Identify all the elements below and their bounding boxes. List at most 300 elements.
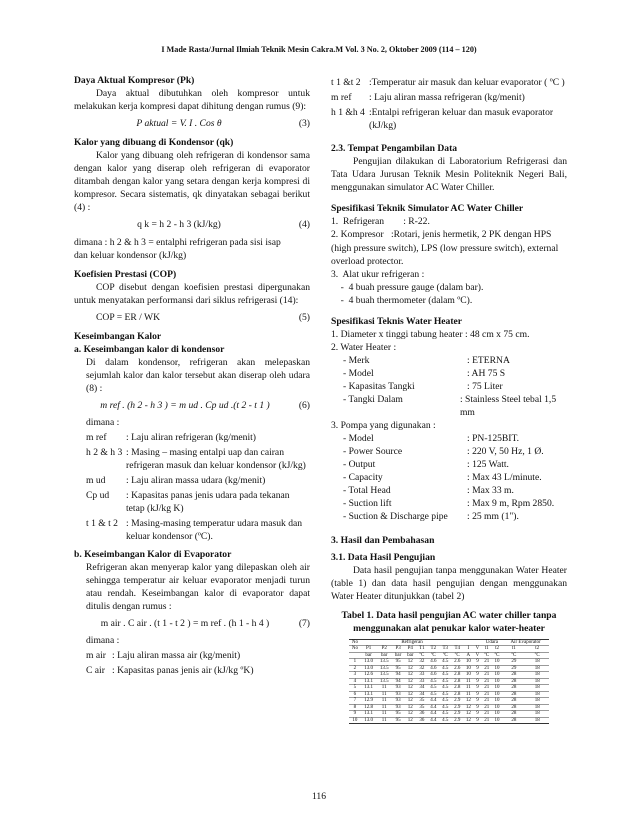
table-cell: 95	[392, 711, 404, 718]
table-cell: 28	[502, 678, 525, 685]
spec-label: - Tangki Dalam	[343, 394, 403, 406]
table-cell: 21	[482, 691, 492, 698]
table-cell: 11	[376, 698, 392, 705]
subsection-b-text: Refrigeran akan menyerap kalor yang dilepaskan oleh air sehingga temperatur air keluar evaporator menjadi turun atau rendah. Keseimbangan kalor di evaporator dapat ditulis dengan rumus :	[86, 561, 310, 612]
section-2-3-title: 2.3. Tempat Pengambilan Data	[331, 143, 458, 155]
table-cell: 10	[492, 711, 502, 718]
table-unit-cell: bar	[404, 652, 416, 659]
table-cell: 12	[404, 672, 416, 679]
definition-term: h 2 & h 3	[86, 447, 123, 459]
table-cell: 21	[482, 672, 492, 679]
definition-list	[331, 76, 567, 132]
table-cell: 21	[482, 717, 492, 724]
table-cell: 4.6	[427, 665, 439, 672]
table-cell: 10	[492, 691, 502, 698]
table-cell: 10	[492, 698, 502, 705]
table-cell: 12	[463, 704, 473, 711]
table-cell: 28	[502, 698, 525, 705]
definition-row	[86, 517, 310, 543]
definition-row	[86, 649, 310, 662]
table-group-header: Udara	[482, 639, 503, 646]
table-cell: 18	[526, 685, 550, 692]
table-row	[349, 717, 549, 724]
table-cell: 21	[482, 704, 492, 711]
table-unit-cell: ºC	[427, 652, 439, 659]
table-cell: 9	[473, 698, 481, 705]
table-cell: 10	[492, 717, 502, 724]
table-cell: 11	[463, 691, 473, 698]
kalor-text: Kalor yang dibuang oleh refrigeran di kondensor sama dengan kalor yang diserap oleh refrigeran di evaporator ditambah dengan kalor yang setara dengan kerja kompresi di kompresor. Secara sistematis, qk dinyatakan sebagai berikut (4) :	[74, 150, 310, 214]
table-cell: 4.4	[427, 711, 439, 718]
table-cell: 12	[463, 717, 473, 724]
table-group-header: Refrigeran	[361, 639, 463, 646]
table-cell: 10	[492, 665, 502, 672]
table-cell: 9	[473, 704, 481, 711]
table-cell: 10	[492, 659, 502, 666]
spec-value: : Max 43 L/minute.	[467, 472, 542, 484]
table-cell: 18	[526, 678, 550, 685]
spec-label: - Merk	[343, 354, 370, 366]
cop-text: COP disebut dengan koefisien prestasi dipergunakan untuk menyatakan performansi dari siklus refrigerasi (14):	[74, 281, 310, 306]
table-column-header: t1	[482, 646, 492, 653]
table-cell: 12	[404, 711, 416, 718]
table-cell: 10	[492, 704, 502, 711]
table-cell: 36	[416, 711, 427, 718]
table-cell: 4.5	[427, 685, 439, 692]
table-cell: 33	[416, 672, 427, 679]
equation-3	[74, 117, 310, 130]
table-cell: 9	[349, 711, 361, 718]
definition-text: : Laju aliran massa air (kg/menit)	[112, 649, 241, 661]
kalor-dimana-2: dan keluar kondensor (kJ/kg)	[74, 249, 187, 261]
equation-number: (4)	[298, 219, 310, 231]
table-cell: 13.0	[361, 717, 377, 724]
definition-text: : Laju aliran refrigeran (kg/menit)	[126, 432, 256, 444]
spec-value: : ETERNA	[467, 354, 510, 366]
table-cell: 10	[463, 672, 473, 679]
definition-term: Cp ud	[86, 490, 110, 502]
table-cell: 18	[526, 659, 550, 666]
section-2-3-text: Pengujian dilakukan di Laboratorium Refrigerasi dan Tata Udara Jurusan Teknik Mesin Politeknik Negeri Bali, menggunakan simulator AC Water Chiller.	[331, 156, 567, 194]
table-cell: 18	[526, 665, 550, 672]
spec-item: - 4 buah pressure gauge (dalam bar).	[331, 281, 484, 293]
table-cell: 4.5	[439, 678, 451, 685]
table-cell: 13.0	[361, 665, 377, 672]
table-cell: 12.8	[361, 704, 377, 711]
table-cell: 10	[492, 678, 502, 685]
equation-text: COP = ER / WK	[96, 311, 161, 323]
table-cell: 12.9	[361, 698, 377, 705]
definition-text: : Masing-masing temperatur udara masuk dan keluar kondensor (ºC).	[126, 518, 303, 543]
table-cell: 36	[416, 717, 427, 724]
table-cell: 2.8	[451, 685, 463, 692]
table-cell: 4.5	[439, 698, 451, 705]
spec-value: : Max 33 m.	[467, 485, 514, 497]
spec-label: - Model	[343, 367, 374, 379]
definition-text: : Kapasitas panas jenis air (kJ/kg ºK)	[112, 664, 254, 676]
table-cell: 4.6	[427, 659, 439, 666]
spec-item	[343, 510, 567, 523]
table-cell: 35	[416, 698, 427, 705]
table-cell: 2.6	[451, 665, 463, 672]
spec-item	[343, 380, 567, 393]
table-cell: 2.8	[451, 672, 463, 679]
table-unit-cell: ºC	[416, 652, 427, 659]
definition-term: m air	[86, 649, 106, 661]
table-cell: 10	[349, 717, 361, 724]
definition-text: : Laju aliran massa udara (kg/menit)	[126, 475, 266, 487]
table-cell: 34	[416, 691, 427, 698]
table-unit-cell: bar	[361, 652, 377, 659]
table-cell: 12.6	[361, 672, 377, 679]
table-column-header: T3	[439, 646, 451, 653]
table-cell: 9	[473, 685, 481, 692]
spec-value: : Max 9 m, Rpm 2850.	[467, 498, 555, 510]
table-cell: 12	[404, 704, 416, 711]
table-cell: 9	[473, 691, 481, 698]
table-cell: 12	[404, 659, 416, 666]
equation-text: m air . C air . (t 1 - t 2 ) = m ref . (h 1 - h 4 )	[100, 617, 270, 629]
definition-row	[331, 76, 567, 89]
table-cell: 18	[526, 704, 550, 711]
kalor-title: Kalor yang dibuang di Kondensor (qk)	[74, 137, 234, 149]
table-cell: 28	[502, 711, 525, 718]
equation-4	[74, 218, 310, 231]
table-unit-cell: bar	[392, 652, 404, 659]
table-cell: 4.5	[439, 659, 451, 666]
table-cell: 28	[502, 685, 525, 692]
definition-text: : Kapasitas panas jenis udara pada tekanan tetap (kJ/kg K)	[126, 490, 290, 515]
table-cell: 7	[349, 698, 361, 705]
table-cell: 13.1	[361, 678, 377, 685]
table-cell: 28	[502, 704, 525, 711]
table-unit-cell: ºC	[526, 652, 550, 659]
definition-list	[74, 649, 310, 677]
table-cell: 2.6	[451, 659, 463, 666]
daya-text: Daya aktual dibutuhkan oleh kompresor untuk melakukan kerja kompresi dapat dihitung dengan rumus (9):	[74, 88, 310, 113]
definition-term: h 1 &h 4	[331, 107, 365, 119]
dimana-label: dimana :	[86, 634, 120, 646]
table-cell: 21	[482, 665, 492, 672]
table-cell: 18	[526, 717, 550, 724]
equation-number: (5)	[298, 311, 310, 323]
equation-7	[74, 617, 310, 630]
definition-row	[331, 91, 567, 104]
right-column	[331, 74, 567, 724]
left-column	[74, 74, 310, 679]
spec-item: - 4 buah thermometer (dalam ºC).	[331, 294, 473, 306]
table-column-header: P3	[392, 646, 404, 653]
spec-item	[343, 367, 567, 380]
table-cell: 11	[376, 711, 392, 718]
table-cell: 9	[473, 711, 481, 718]
table-cell: 3	[349, 672, 361, 679]
table-cell: 13.1	[361, 685, 377, 692]
table-cell: 11	[376, 685, 392, 692]
table-cell: 93	[392, 698, 404, 705]
table-cell: 94	[392, 678, 404, 685]
spec-item: 3. Alat ukur refrigeran :	[331, 268, 425, 280]
table-cell: 13.0	[361, 659, 377, 666]
table-cell: 12	[404, 665, 416, 672]
spec-item	[343, 497, 567, 510]
table-cell: 4.4	[427, 704, 439, 711]
keseimbangan-title: Keseimbangan Kalor	[74, 330, 162, 342]
table-unit-cell: V	[473, 652, 481, 659]
table-unit-cell: ºC	[439, 652, 451, 659]
table-cell: 4.5	[427, 678, 439, 685]
table-cell: 32	[416, 659, 427, 666]
spec-wh-title: Spesifikasi Teknis Water Heater	[331, 315, 463, 327]
table-column-header: T1	[416, 646, 427, 653]
table-cell: 11	[376, 717, 392, 724]
table-cell: 6	[349, 691, 361, 698]
table-cell: 4.4	[427, 698, 439, 705]
table-cell: 10	[463, 659, 473, 666]
spec-ac-list	[331, 215, 567, 306]
table-cell: 94	[392, 672, 404, 679]
table-column-header: t2	[492, 646, 502, 653]
table-cell: 32	[416, 665, 427, 672]
table-column-header: No	[349, 646, 361, 653]
table-cell: 1	[349, 659, 361, 666]
table-cell: 35	[416, 704, 427, 711]
table-column-header: t1	[502, 646, 525, 653]
spec-value: : 220 V, 50 Hz, 1 Ø.	[467, 446, 544, 458]
table-cell: 4.5	[439, 717, 451, 724]
kalor-dimana: dimana : h 2 & h 3 = entalphi refrigeran pada sisi isap	[74, 236, 281, 248]
data-table	[349, 639, 549, 725]
table-cell: 9	[473, 717, 481, 724]
table-cell: 12	[404, 691, 416, 698]
table-cell: 12	[463, 711, 473, 718]
daya-title: Daya Aktual Kompresor (Pk)	[74, 75, 195, 86]
equation-number: (3)	[298, 118, 310, 130]
table-unit-cell: ºC	[492, 652, 502, 659]
definition-row	[86, 431, 310, 444]
equation-text: m ref . (h 2 - h 3 ) = m ud . Cp ud .(t 2 - t 1 )	[100, 400, 270, 412]
spec-item	[343, 458, 567, 471]
table-cell: 93	[392, 685, 404, 692]
definition-row	[86, 489, 310, 515]
table-cell: 12	[404, 678, 416, 685]
subsection-a-title: a. Keseimbangan kalor di kondensor	[74, 343, 225, 355]
definition-text: : Masing – masing entalpi uap dan cairan refrigeran masuk dan keluar kondensor (kJ/kg)	[126, 447, 306, 472]
table-cell: 4.5	[427, 691, 439, 698]
table-cell: 95	[392, 665, 404, 672]
table-cell: 5	[349, 685, 361, 692]
table-cell: 2.9	[451, 698, 463, 705]
table-cell: 13.1	[361, 691, 377, 698]
pump-spec-list	[331, 432, 567, 523]
equation-number: (7)	[298, 617, 310, 629]
definition-term: m ref	[86, 432, 107, 444]
table-cell: 33	[416, 678, 427, 685]
table-cell: 4.4	[427, 717, 439, 724]
table-column-header: I	[463, 646, 473, 653]
spec-wh-line-1: 1. Diameter x tinggi tabung heater : 48 cm x 75 cm.	[331, 328, 530, 340]
spec-value: : 25 mm (1").	[467, 511, 519, 523]
spec-value: : AH 75 S	[467, 367, 506, 379]
spec-item	[343, 484, 567, 497]
table-cell: 95	[392, 659, 404, 666]
table-unit-cell: ºC	[451, 652, 463, 659]
table-cell: 12	[463, 698, 473, 705]
table-cell: 11	[463, 685, 473, 692]
spec-label: - Output	[343, 459, 376, 471]
definition-term: m ud	[86, 475, 106, 487]
table-column-header: t2	[526, 646, 550, 653]
spec-label: - Kapasitas Tangki	[343, 380, 415, 392]
table-cell: 28	[502, 691, 525, 698]
table-column-header: T4	[451, 646, 463, 653]
dimana-label: dimana :	[86, 417, 120, 429]
table-caption: Tabel 1. Data hasil pengujian AC water chiller tanpa menggunakan alat penukar kalor water-heater	[341, 609, 557, 634]
spec-label: - Model	[343, 433, 374, 445]
definition-row	[86, 474, 310, 487]
table-cell: 21	[482, 659, 492, 666]
equation-text: q k = h 2 - h 3 (kJ/kg)	[137, 219, 221, 231]
table-cell: 21	[482, 711, 492, 718]
spec-label: - Power Source	[343, 446, 403, 458]
section-3-title: 3. Hasil dan Pembahasan	[331, 534, 435, 546]
table-cell: 4.5	[439, 672, 451, 679]
spec-item	[343, 432, 567, 445]
table-cell: 10	[492, 685, 502, 692]
table-cell: 11	[463, 678, 473, 685]
table-group-header: Air Evaporator	[502, 639, 549, 646]
table-cell: 13.5	[376, 678, 392, 685]
table-cell: 28	[502, 672, 525, 679]
definition-row	[86, 446, 310, 472]
table-cell: 28	[502, 717, 525, 724]
section-3-1-title: 3.1. Data Hasil Pengujian	[331, 551, 436, 563]
table-cell: 21	[482, 678, 492, 685]
cop-title: Koefisien Prestasi (COP)	[74, 268, 177, 280]
table-cell: 4.6	[427, 672, 439, 679]
spec-item: 1. Refrigeran : R-22.	[331, 216, 430, 228]
table-cell: 8	[349, 704, 361, 711]
spec-wh-line-2: 2. Water Heater :	[331, 341, 397, 353]
table-cell: 10	[463, 665, 473, 672]
table-cell: 9	[473, 665, 481, 672]
table-column-header: P1	[361, 646, 377, 653]
definition-term: m ref	[331, 92, 352, 104]
table-cell: 4.5	[439, 665, 451, 672]
spec-item	[343, 445, 567, 458]
definition-text: : Laju aliran massa refrigeran (kg/menit)	[369, 92, 525, 104]
table-cell: 18	[526, 691, 550, 698]
spec-item: 2. Kompresor :Rotari, jenis hermetik, 2 PK dengan HPS (high pressure switch), LPS (low pressure switch), external overload protector.	[331, 229, 561, 267]
spec-value: : 75 Liter	[467, 380, 503, 392]
equation-5	[74, 311, 310, 324]
subsection-b-title: b. Keseimbangan Kalor di Evaporator	[74, 548, 232, 560]
spec-value: : Stainless Steel tebal 1,5 mm	[459, 394, 557, 419]
table-column-header: P4	[404, 646, 416, 653]
table-cell: 9	[473, 678, 481, 685]
table-cell: 13.5	[376, 672, 392, 679]
definition-term: t 1 & t 2	[86, 518, 118, 530]
section-3-1-text: Data hasil pengujian tanpa menggunakan Water Heater (table 1) dan data hasil pengujian dengan menggunakan Water Heater ditunjukkan (tabel 2)	[331, 564, 567, 602]
table-cell: 11	[376, 691, 392, 698]
table-cell: 9	[473, 672, 481, 679]
table-unit-cell: ºC	[502, 652, 525, 659]
table-cell: 34	[416, 685, 427, 692]
definition-text: :Temperatur air masuk dan keluar evaporator ( ºC )	[369, 77, 565, 88]
table-cell: 4.5	[439, 685, 451, 692]
table-unit-cell: bar	[376, 652, 392, 659]
spec-label: - Total Head	[343, 485, 391, 497]
table-cell: 93	[392, 691, 404, 698]
equation-text: P aktual = V. I . Cos θ	[136, 118, 222, 130]
table-cell: 29	[502, 659, 525, 666]
spec-label: - Suction lift	[343, 498, 392, 510]
table-cell: 12	[404, 685, 416, 692]
table-cell: 12	[404, 717, 416, 724]
table-cell: 21	[482, 698, 492, 705]
table-cell: 29	[502, 665, 525, 672]
table-cell: 12	[404, 698, 416, 705]
table-unit-cell: ºC	[482, 652, 492, 659]
spec-wh-line-3: 3. Pompa yang digunakan :	[331, 420, 436, 432]
table-cell: 4	[349, 678, 361, 685]
subsection-a-text: Di dalam kondensor, refrigeran akan melepaskan sejumlah kalor dan kalor tersebut akan diserap oleh udara (8) :	[86, 356, 310, 394]
spec-item	[343, 393, 567, 419]
table-cell: 9	[473, 659, 481, 666]
table-cell: 95	[392, 717, 404, 724]
table-cell: 2.9	[451, 704, 463, 711]
equation-number: (6)	[298, 400, 310, 412]
table-unit-cell: A	[463, 652, 473, 659]
table-cell: 2.8	[451, 678, 463, 685]
table-cell: 18	[526, 711, 550, 718]
spec-label: - Suction & Discharge pipe	[343, 511, 448, 523]
spec-value: : 125 Watt.	[467, 459, 509, 471]
table-column-header: V	[473, 646, 481, 653]
table-cell: 21	[482, 685, 492, 692]
equation-6	[74, 399, 310, 412]
table-cell: 18	[526, 672, 550, 679]
table-cell: 2.8	[451, 691, 463, 698]
definition-row	[86, 664, 310, 677]
table-group-header: No	[349, 639, 361, 646]
table-cell: 4.5	[439, 711, 451, 718]
definition-row	[331, 106, 567, 132]
table-cell: 4.5	[439, 691, 451, 698]
table-cell: 4.5	[439, 704, 451, 711]
running-header: I Made Rasta/Jurnal Ilmiah Teknik Mesin Cakra.M Vol. 3 No. 2, Oktober 2009 (114 – 120)	[161, 45, 477, 54]
definition-text: :Entalpi refrigeran keluar dan masuk evaporator (kJ/kg)	[369, 107, 554, 132]
water-heater-spec-list	[331, 354, 567, 419]
table-cell: 13.1	[361, 711, 377, 718]
definition-term: C air	[86, 664, 105, 676]
table-cell: 10	[492, 672, 502, 679]
table-cell: 93	[392, 704, 404, 711]
table-cell: 2	[349, 665, 361, 672]
table-cell: 2.9	[451, 717, 463, 724]
definition-term: t 1 &t 2	[331, 77, 361, 88]
table-cell: 2.9	[451, 711, 463, 718]
table-cell: 18	[526, 698, 550, 705]
table-cell: 13.5	[376, 665, 392, 672]
spec-ac-title: Spesifikasi Teknik Simulator AC Water Chiller	[331, 203, 524, 215]
spec-item	[343, 471, 567, 484]
spec-value: : PN-125BIT.	[467, 433, 520, 445]
spec-item	[343, 354, 567, 367]
page-number: 116	[311, 791, 327, 802]
table-cell: 11	[376, 704, 392, 711]
spec-label: - Capacity	[343, 472, 383, 484]
